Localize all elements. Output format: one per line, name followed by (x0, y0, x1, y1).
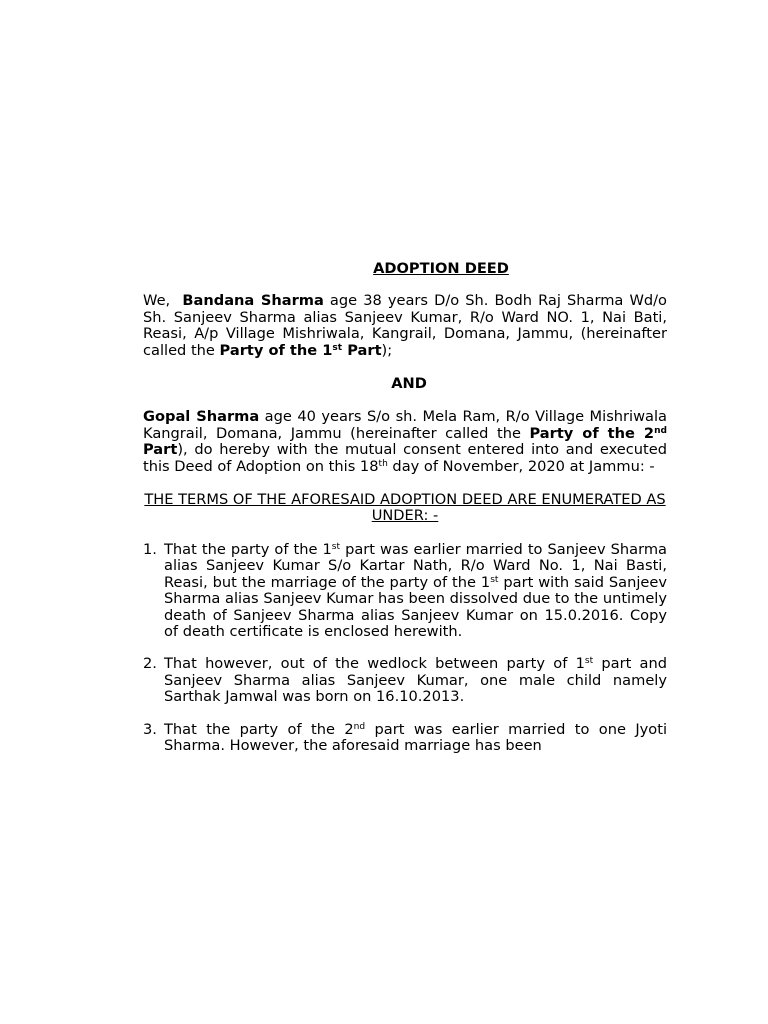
party-two-text-2: ), do hereby with the mutual consent entered into and executed this Deed of Adoption on this 18 (143, 441, 667, 475)
date-suffix: th (378, 458, 388, 469)
party-one-text: age 38 years D/o Sh. Bodh Raj Sharma Wd/o Sh. Sanjeev Sharma alias Sanjeev Kumar, R/o Ward NO. 1, Nai Bati, Reasi, A/p Village Mishriwala, Kangrail, Domana, Jammu, (hereinafter called the (143, 292, 667, 359)
clause-number: 3. (143, 720, 157, 738)
party-two-text: age 40 years S/o sh. Mela Ram, R/o Village Mishriwala Kangrail, Domana, Jammu (hereinafter called the (143, 408, 667, 442)
clause-3: 3. That the party of the 2nd part was earlier married to one Jyoti Sharma. However, the aforesaid marriage has been (143, 720, 668, 754)
clause-2: 2. That however, out of the wedlock between party of 1st part and Sanjeev Sharma alias Sanjeev Kumar, one male child namely Sarthak Jamwal was born on 16.10.2013. (143, 655, 667, 706)
party-one-label: Party of the 1st Part (219, 341, 382, 359)
document-title: ADOPTION DEED (373, 260, 509, 277)
clause-number: 1. (143, 540, 157, 558)
party-two-paragraph (143, 409, 667, 475)
party-one-name: Bandana Sharma (182, 292, 324, 310)
party-two-label: Party of the 2nd Part (143, 424, 667, 459)
party-one-paragraph (143, 293, 667, 359)
clause-number: 2. (143, 655, 157, 673)
clauses-list (143, 542, 667, 754)
and-separator: AND (391, 375, 427, 393)
party-two-text-3: day of November, 2020 at Jammu: - (387, 457, 655, 475)
clause-1: 1. That the party of the 1st part was earlier married to Sanjeev Sharma alias Sanjeev Kumar S/o Kartar Nath, R/o Ward No. 1, Nai Basti, Reasi, but the marriage of the party of the 1st part with said Sanjeev Sharma alias Sanjeev Kumar has been dissolved due to the untimely death of Sanjeev Sharma alias Sanjeev Kumar on 15.0.2016. Copy of death certificate is enclosed herewith. (143, 540, 667, 640)
party-one-end: ); (381, 341, 393, 359)
terms-heading: THE TERMS OF THE AFORESAID ADOPTION DEED ARE ENUMERATED AS UNDER: - (144, 491, 666, 525)
we-word: We, (143, 292, 171, 310)
deed-page (143, 261, 667, 770)
party-two-name: Gopal Sharma (143, 408, 260, 426)
